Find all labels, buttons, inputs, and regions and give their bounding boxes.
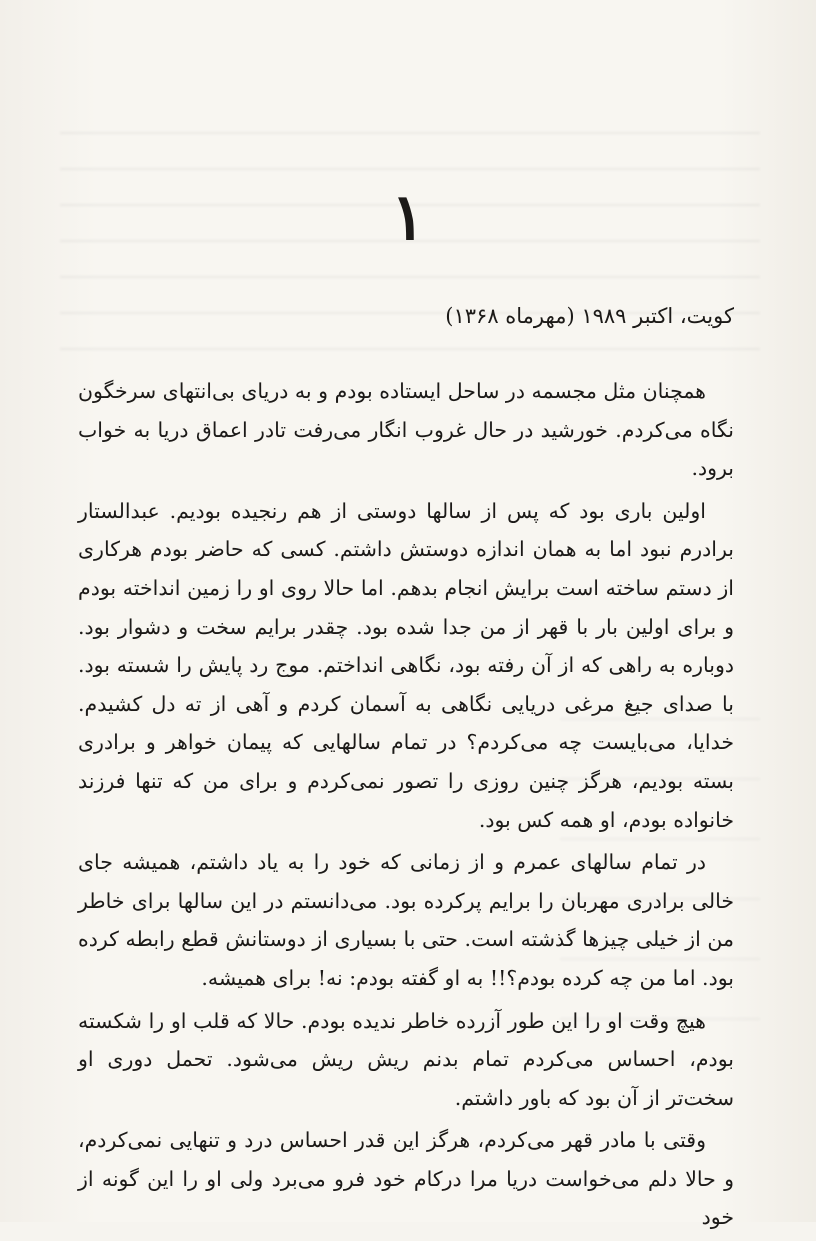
paragraph: هیچ وقت او را این طور آزرده خاطر ندیده بودم. حالا که قلب او را شکسته بودم، احساس می‌کردم تمام بدنم ریش ریش می‌شود. تحمل دوری او سخت‌تر از آن بود که باور داشتم. [78,1008,734,1110]
paragraph: همچنان مثل مجسمه در ساحل ایستاده بودم و به دریای بی‌انتهای سرخگون نگاه می‌کردم. خورشید در حال غروب انگار می‌رفت تادر اعماق دریا به خواب برود. [78,379,734,481]
paragraph: اولین باری بود که پس از سالها دوستی از هم رنجیده بودیم. عبدالستار برادرم نبود اما به همان اندازه دوستش داشتم. کسی که حاضر بودم هرکاری از دستم ساخته است برایش انجام بدهم. اما حالا روی او را زمین انداخته بودم و برای اولین بار با قهر از من جدا شده بود. چقدر برایم سخت و دشوار بود. دوباره به راهی که از آن رفته بود، نگاهی انداختم. موج رد پایش را شسته بود. با صدای جیغ مرغی دریایی نگاهی به آسمان کردم و آهی از ته دل کشیدم. خدایا، می‌بایست چه می‌کردم؟ در تمام سالهایی که پیمان خواهر و برادری بسته بودیم، هرگز چنین روزی را تصور نمی‌کردم و برای من که تنها فرزند خانواده بودم، او همه کس بود. [78,498,734,832]
chapter-body [78,372,734,1241]
paragraph: وقتی با مادر قهر می‌کردم، هرگز این قدر احساس درد و تنهایی نمی‌کردم، و حالا دلم می‌خواست دریا مرا درکام خود فرو می‌برد ولی او را این گونه از خود [78,1128,734,1230]
location-date-line: کویت، اکتبر ۱۹۸۹ (مهرماه ۱۳۶۸) [445,304,734,328]
chapter-number: ۱ [390,180,426,255]
paragraph: در تمام سالهای عمرم و از زمانی که خود را به یاد داشتم، همیشه جای خالی برادری مهربان را برایم پرکرده بود. می‌دانستم در این سالها برای خاطر من از خیلی چیزها گذشته است. حتی با بسیاری از دوستانش قطع رابطه کرده بود. اما من چه کرده بودم؟!! به او گفته بودم: نه! برای همیشه. [78,850,734,990]
